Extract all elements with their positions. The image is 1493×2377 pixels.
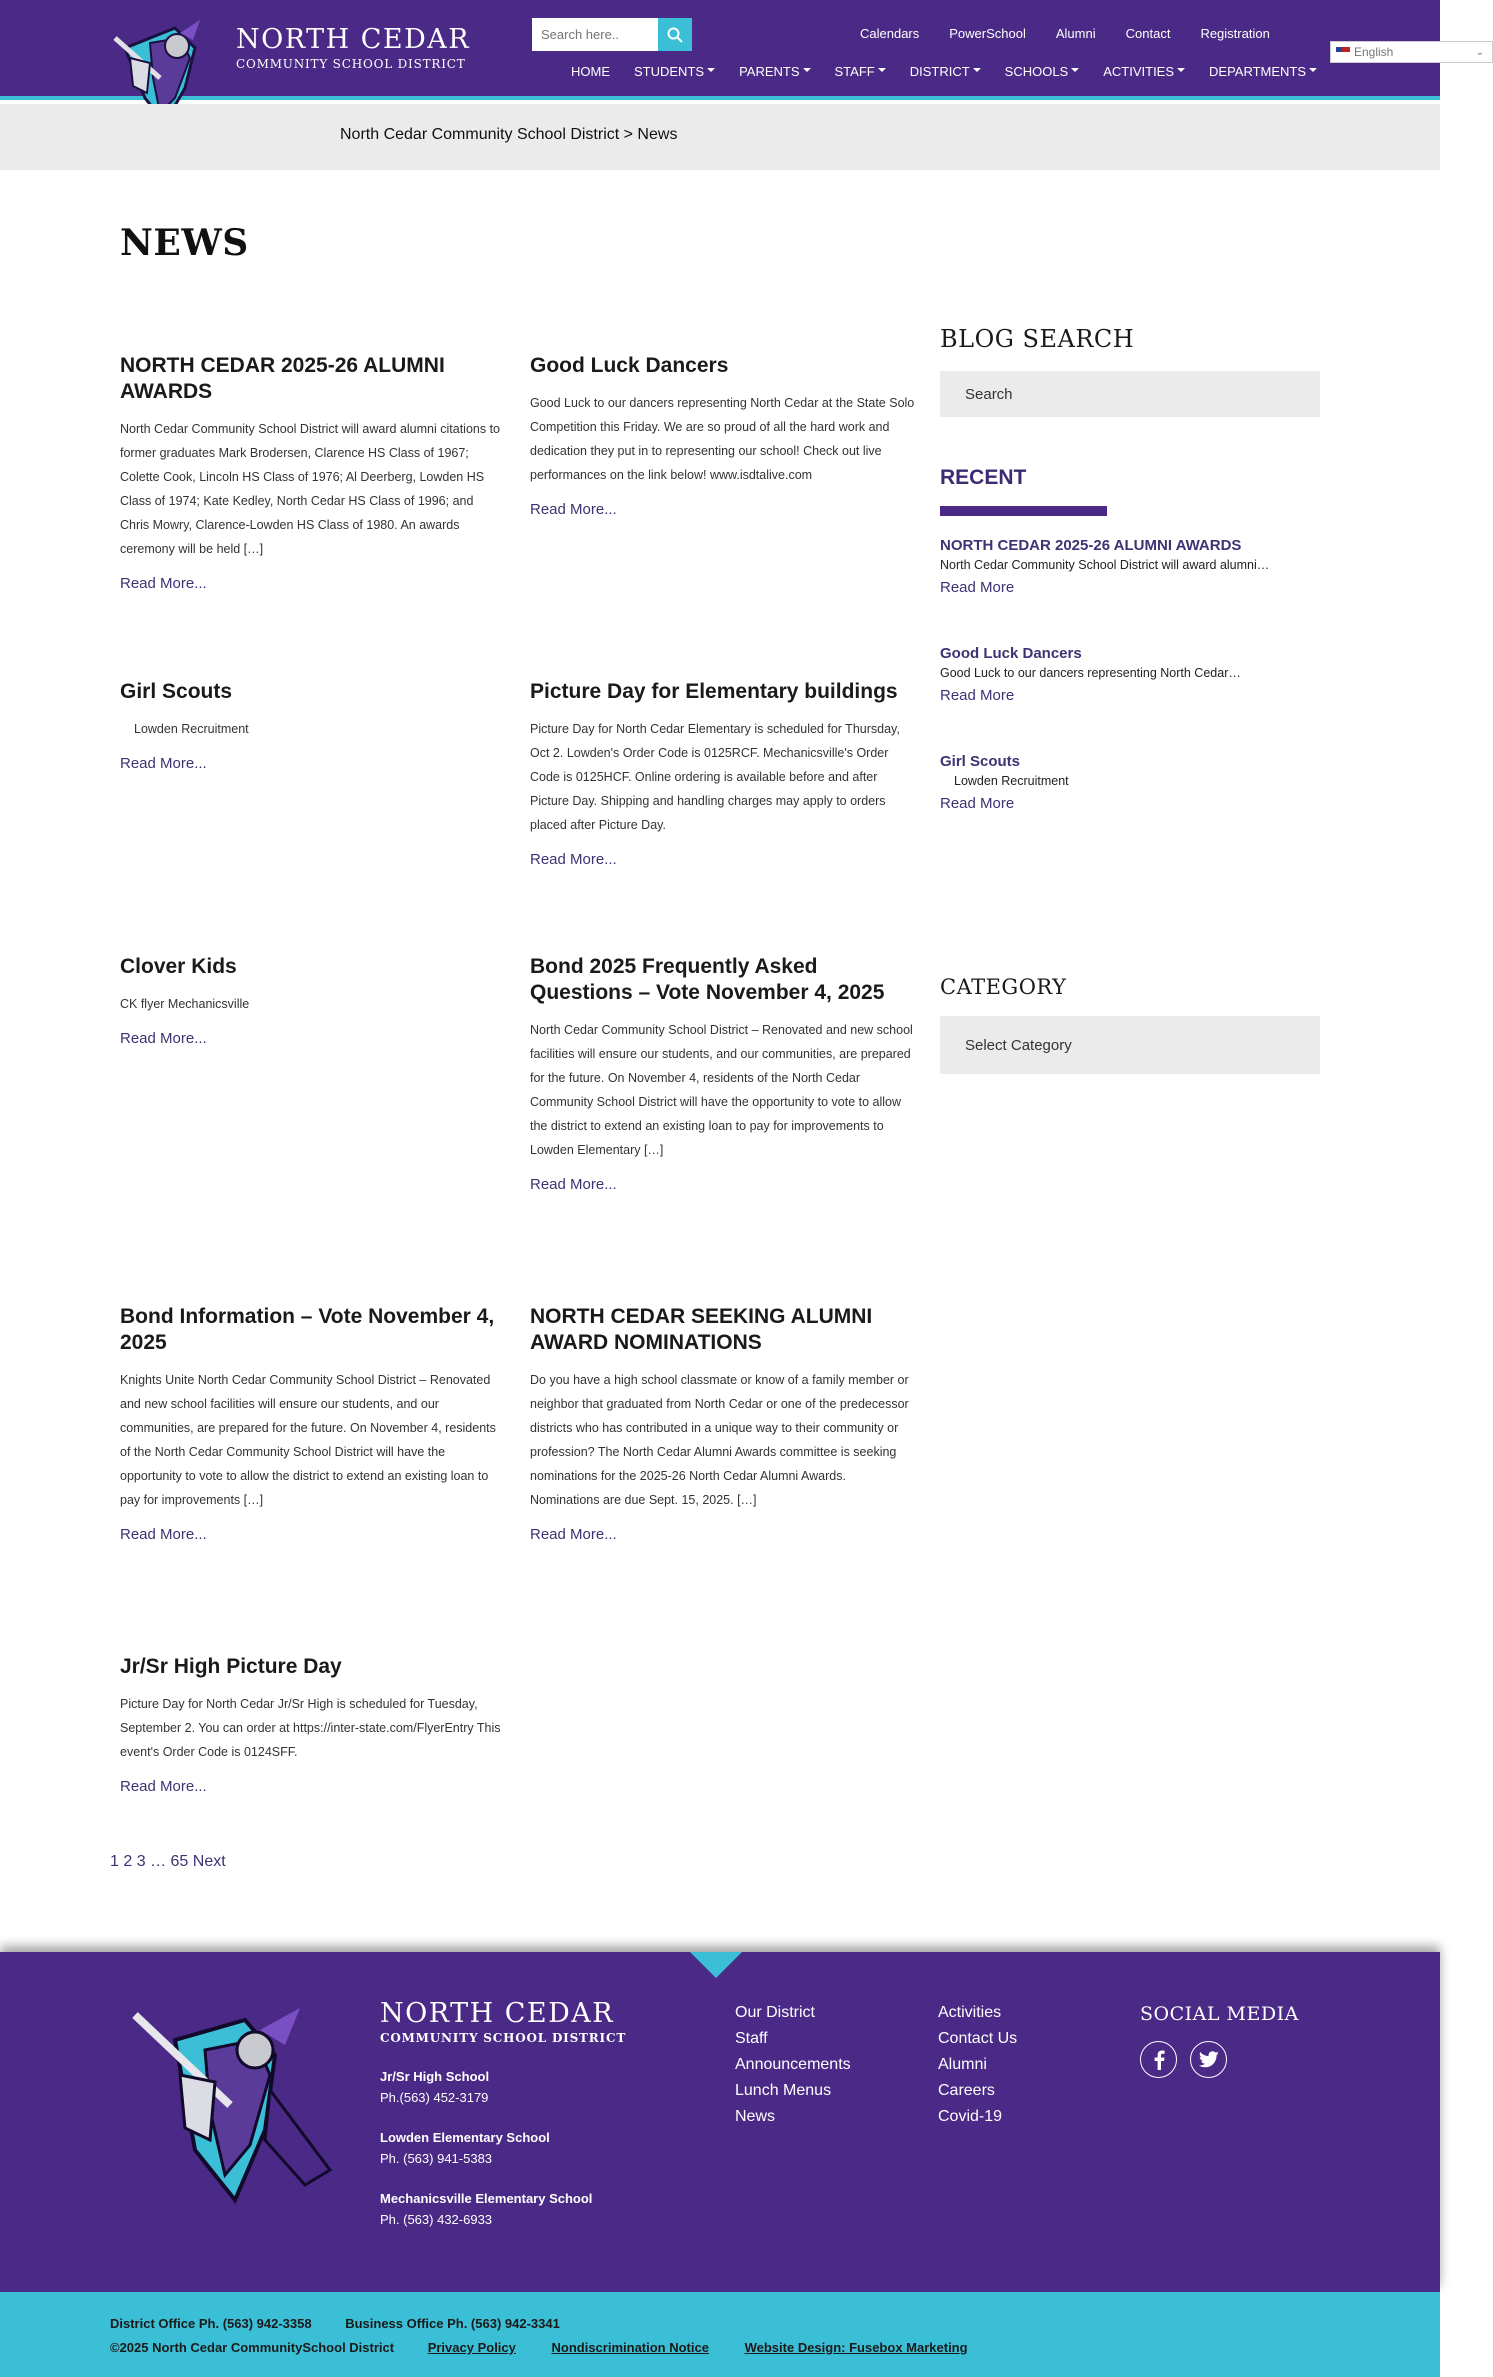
category-select[interactable]: Select Category bbox=[940, 1016, 1320, 1074]
recent-read-more[interactable]: Read More bbox=[940, 579, 1015, 596]
district-office-phone: District Office Ph. (563) 942-3358 bbox=[110, 2316, 312, 2331]
post-excerpt: Picture Day for North Cedar Jr/Sr High is scheduled for Tuesday, September 2. You can order at https://inter-state.com/FlyerEntry This event's Order Code is 0124SFF. bbox=[120, 1697, 501, 1759]
post-excerpt: Do you have a high school classmate or know of a family member or neighbor that graduated from North Cedar or one of the predecessor districts who has contributed in a unique way to their community or profession? The North Cedar Alumni Awards committee is seeking nominations for the 2025-26 North Cedar Alumni Awards. Nominations are due Sept. 15, 2025. […] bbox=[530, 1373, 909, 1507]
post-title[interactable]: NORTH CEDAR SEEKING ALUMNI AWARD NOMINATIONS bbox=[530, 1305, 873, 1354]
news-post bbox=[120, 353, 505, 592]
privacy-policy-link[interactable]: Privacy Policy bbox=[427, 2340, 516, 2355]
us-flag-icon bbox=[1336, 47, 1350, 57]
read-more-link[interactable]: Read More... bbox=[120, 755, 207, 772]
twitter-icon[interactable] bbox=[1190, 2041, 1227, 2078]
copyright: ©2025 North Cedar CommunitySchool District bbox=[110, 2340, 395, 2355]
nav-label: DISTRICT bbox=[909, 64, 970, 79]
footer-link-our-district[interactable]: Our District bbox=[735, 2004, 815, 2021]
footer-notch bbox=[690, 1952, 742, 1978]
recent-item bbox=[940, 645, 1320, 704]
footer-brand-line2: COMMUNITY SCHOOL DISTRICT bbox=[380, 2031, 627, 2045]
read-more-link[interactable]: Read More... bbox=[530, 1176, 617, 1193]
pagination bbox=[110, 1853, 226, 1871]
breadcrumb-bar bbox=[0, 104, 1440, 170]
caret-down-icon bbox=[707, 68, 715, 72]
website-design-link[interactable]: Website Design: Fusebox Marketing bbox=[744, 2340, 968, 2355]
caret-down-icon bbox=[803, 68, 811, 72]
language-select[interactable] bbox=[1330, 41, 1493, 63]
footer-links-col1 bbox=[735, 2000, 851, 2130]
post-title[interactable]: Bond 2025 Frequently Asked Questions – Vote November 4, 2025 bbox=[530, 955, 885, 1004]
language-label: English bbox=[1354, 45, 1394, 59]
post-title[interactable]: Picture Day for Elementary buildings bbox=[530, 680, 898, 703]
nav-label: PARENTS bbox=[739, 64, 800, 79]
recent-item bbox=[940, 537, 1320, 596]
nav-staff[interactable] bbox=[835, 64, 886, 79]
caret-down-icon bbox=[1071, 68, 1079, 72]
news-post bbox=[530, 1304, 915, 1543]
read-more-link[interactable]: Read More... bbox=[530, 851, 617, 868]
post-excerpt: North Cedar Community School District – Renovated and new school facilities will ensure our students, and our communities, are prepared for the future. On November 4, residents of the North Cedar Community School District will have the opportunity to vote to allow the district to extend an existing loan to pay for improvements to Lowden Elementary […] bbox=[530, 1023, 913, 1157]
nav-label: HOME bbox=[571, 64, 610, 79]
recent-title[interactable]: Girl Scouts bbox=[940, 753, 1021, 770]
brand-name[interactable] bbox=[236, 25, 470, 71]
recent-underline bbox=[940, 506, 1107, 516]
read-more-link[interactable]: Read More... bbox=[120, 1778, 207, 1795]
nav-home[interactable] bbox=[571, 64, 610, 79]
brand-line1: NORTH CEDAR bbox=[236, 24, 471, 55]
post-excerpt: North Cedar Community School District will award alumni citations to former graduates Mark Brodersen, Clarence HS Class of 1967; Colette Cook, Lincoln HS Class of 1976; Al Deerberg, Lowden HS Class of 1974; Kate Kedley, North Cedar HS Class of 1996; and Chris Mowry, Clarence-Lowden HS Class of 1980. An awards ceremony will be held […] bbox=[120, 422, 500, 556]
caret-down-icon bbox=[1309, 68, 1317, 72]
chevron-down-icon: ⌄ bbox=[1475, 46, 1484, 58]
news-post bbox=[120, 1654, 505, 1795]
nav-label: DEPARTMENTS bbox=[1209, 64, 1307, 79]
footer-link-lunch-menus[interactable]: Lunch Menus bbox=[735, 2082, 832, 2099]
footer-brand bbox=[380, 1998, 626, 2045]
nav-schools[interactable] bbox=[1005, 64, 1080, 79]
school-phone: Ph. (563) 432-6933 bbox=[380, 2212, 493, 2227]
recent-excerpt: North Cedar Community School District will award alumni… bbox=[940, 558, 1270, 572]
nav-label: ACTIVITIES bbox=[1103, 64, 1175, 79]
school-name: Lowden Elementary School bbox=[380, 2130, 550, 2145]
recent-heading: RECENT bbox=[940, 466, 1027, 489]
caret-down-icon bbox=[1177, 68, 1185, 72]
recent-excerpt: Lowden Recruitment bbox=[954, 774, 1069, 788]
search-button[interactable] bbox=[658, 18, 692, 51]
news-post bbox=[120, 954, 505, 1047]
post-excerpt: Picture Day for North Cedar Elementary is scheduled for Thursday, Oct 2. Lowden's Order Code is 0125RCF. Mechanicsville's Order Code is 0125HCF. Online ordering is available before and after Picture Day. Shipping and handling charges may apply to orders placed after Picture Day. bbox=[530, 722, 900, 832]
nav-activities[interactable] bbox=[1103, 64, 1185, 79]
blog-search-input[interactable]: Search bbox=[940, 371, 1320, 417]
nav-students[interactable] bbox=[634, 64, 715, 79]
nav-parents[interactable] bbox=[739, 64, 810, 79]
recent-item bbox=[940, 753, 1320, 812]
caret-down-icon bbox=[973, 68, 981, 72]
footer-link-activities[interactable]: Activities bbox=[938, 2004, 1002, 2021]
social-heading: SOCIAL MEDIA bbox=[1140, 2003, 1299, 2025]
next-page[interactable]: Next bbox=[192, 1853, 226, 1870]
nav-district[interactable] bbox=[910, 64, 981, 79]
post-excerpt: Good Luck to our dancers representing North Cedar at the State Solo Competition this Friday. We are so proud of all the hard work and dedication they put in to representing our school! Check out live performances on the link below! www.isdtalive.com bbox=[530, 396, 915, 482]
post-excerpt: Lowden Recruitment bbox=[134, 722, 249, 736]
post-excerpt: CK flyer Mechanicsville bbox=[120, 997, 250, 1011]
search-input[interactable] bbox=[532, 18, 658, 51]
school-contact bbox=[380, 2066, 489, 2108]
business-office-phone: Business Office Ph. (563) 942-3341 bbox=[345, 2316, 560, 2331]
post-title[interactable]: Bond Information – Vote November 4, 2025 bbox=[120, 1305, 495, 1354]
post-title[interactable]: NORTH CEDAR 2025-26 ALUMNI AWARDS bbox=[120, 354, 445, 403]
header-search bbox=[532, 18, 692, 51]
recent-read-more[interactable]: Read More bbox=[940, 687, 1015, 704]
footer-link-alumni[interactable]: Alumni bbox=[938, 2056, 987, 2073]
page-3[interactable]: 3 bbox=[136, 1853, 146, 1870]
news-post bbox=[530, 353, 915, 518]
top-link-alumni[interactable]: Alumni bbox=[1055, 26, 1096, 41]
main-nav bbox=[571, 64, 1341, 79]
recent-excerpt: Good Luck to our dancers representing North Cedar… bbox=[940, 666, 1241, 680]
footer-link-careers[interactable]: Careers bbox=[938, 2082, 995, 2099]
footer-link-staff[interactable]: Staff bbox=[735, 2030, 768, 2047]
caret-down-icon bbox=[878, 68, 886, 72]
category-heading: CATEGORY bbox=[940, 975, 1067, 999]
school-contact bbox=[380, 2127, 550, 2169]
footer-link-contact-us[interactable]: Contact Us bbox=[938, 2030, 1018, 2047]
nav-label: STAFF bbox=[834, 64, 875, 79]
school-phone: Ph. (563) 941-5383 bbox=[380, 2151, 493, 2166]
office-phones bbox=[110, 2316, 590, 2331]
recent-read-more[interactable]: Read More bbox=[940, 795, 1015, 812]
facebook-icon[interactable] bbox=[1140, 2041, 1177, 2078]
nav-label: STUDENTS bbox=[634, 64, 705, 79]
footer-link-announcements[interactable]: Announcements bbox=[735, 2056, 851, 2073]
news-post bbox=[530, 679, 915, 868]
page-65[interactable]: 65 bbox=[170, 1853, 189, 1870]
site-header bbox=[0, 0, 1440, 100]
page-title: NEWS bbox=[120, 222, 249, 264]
page-2[interactable]: 2 bbox=[123, 1853, 133, 1870]
nav-departments[interactable] bbox=[1209, 64, 1317, 79]
recent-title[interactable]: NORTH CEDAR 2025-26 ALUMNI AWARDS bbox=[940, 537, 1242, 554]
post-title[interactable]: Clover Kids bbox=[120, 955, 237, 978]
news-post bbox=[530, 954, 915, 1193]
post-title[interactable]: Girl Scouts bbox=[120, 680, 233, 703]
post-title[interactable]: Good Luck Dancers bbox=[530, 354, 729, 377]
footer-knight-logo[interactable] bbox=[125, 2000, 355, 2210]
news-post bbox=[120, 1304, 505, 1543]
legal-links bbox=[110, 2340, 1000, 2355]
post-excerpt: Knights Unite North Cedar Community School District – Renovated and new school facilities will ensure our students, and our communities, are prepared for the future. On November 4, residents of the North Cedar Community School District will have the opportunity to vote to allow the district to extend an existing loan to pay for improvements […] bbox=[120, 1373, 496, 1507]
school-contact bbox=[380, 2188, 592, 2230]
school-name: Mechanicsville Elementary School bbox=[380, 2191, 593, 2206]
blog-search-heading: BLOG SEARCH bbox=[940, 325, 1135, 353]
read-more-link[interactable]: Read More... bbox=[120, 575, 207, 592]
breadcrumb[interactable]: North Cedar Community School District > News bbox=[340, 126, 678, 143]
page-ellipsis: … bbox=[150, 1853, 167, 1870]
top-link-contact[interactable]: Contact bbox=[1125, 26, 1171, 41]
post-title[interactable]: Jr/Sr High Picture Day bbox=[120, 1655, 342, 1678]
footer-link-news[interactable]: News bbox=[735, 2108, 776, 2125]
social-icons bbox=[1140, 2041, 1227, 2078]
search-icon bbox=[667, 27, 683, 43]
top-link-powerschool[interactable]: PowerSchool bbox=[949, 26, 1026, 41]
read-more-link[interactable]: Read More... bbox=[530, 501, 617, 518]
nondiscrimination-link[interactable]: Nondiscrimination Notice bbox=[551, 2340, 709, 2355]
top-link-registration[interactable]: Registration bbox=[1200, 26, 1270, 41]
top-link-calendars[interactable]: Calendars bbox=[860, 26, 920, 41]
school-name: Jr/Sr High School bbox=[380, 2069, 490, 2084]
read-more-link[interactable]: Read More... bbox=[530, 1526, 617, 1543]
recent-title[interactable]: Good Luck Dancers bbox=[940, 645, 1082, 662]
nav-label: SCHOOLS bbox=[1004, 64, 1069, 79]
read-more-link[interactable]: Read More... bbox=[120, 1030, 207, 1047]
sub-footer bbox=[0, 2292, 1440, 2377]
brand-line2: COMMUNITY SCHOOL DISTRICT bbox=[236, 57, 466, 71]
utility-nav bbox=[860, 26, 1300, 41]
page-1[interactable]: 1 bbox=[110, 1853, 119, 1870]
footer-links-col2 bbox=[938, 2000, 1017, 2130]
footer-brand-line1: NORTH CEDAR bbox=[380, 1998, 615, 2029]
news-post bbox=[120, 679, 505, 772]
read-more-link[interactable]: Read More... bbox=[120, 1526, 207, 1543]
footer-link-covid[interactable]: Covid-19 bbox=[938, 2108, 1003, 2125]
school-phone: Ph.(563) 452-3179 bbox=[380, 2090, 489, 2105]
